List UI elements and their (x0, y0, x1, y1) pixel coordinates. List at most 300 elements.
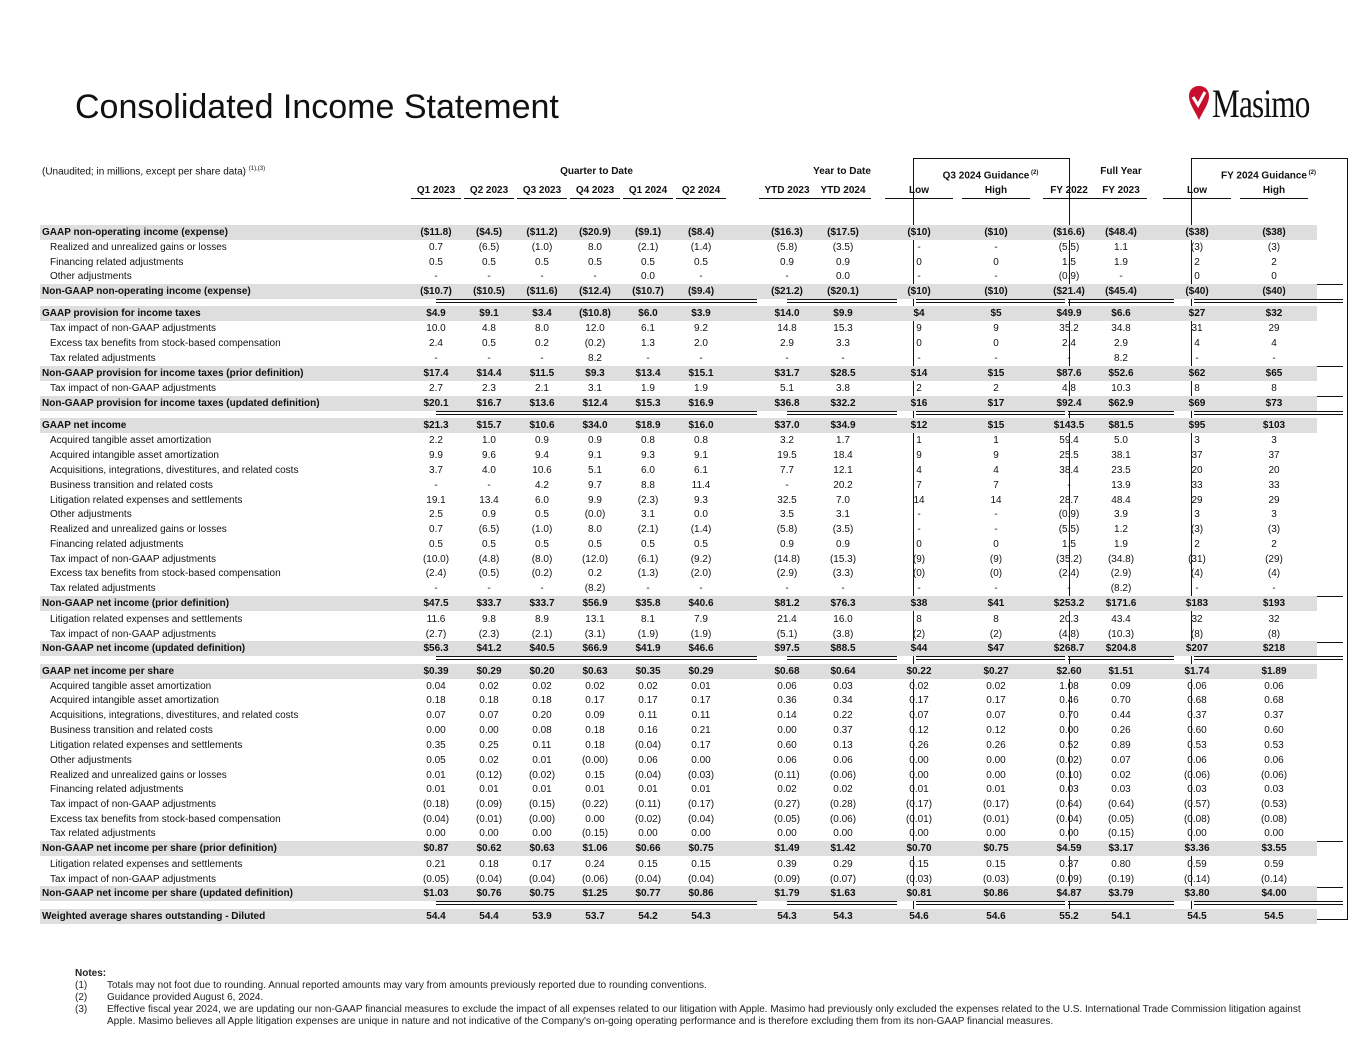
table-cell: $13.6 (529, 398, 555, 409)
table-cell: 19.5 (777, 450, 797, 461)
table-cell: (3.8) (832, 629, 854, 640)
table-cell: $12.4 (582, 398, 608, 409)
table-cell: $41.2 (476, 643, 502, 654)
table-cell: $17.4 (423, 368, 449, 379)
table-cell: $0.22 (906, 666, 932, 677)
table-row (0, 679, 1365, 694)
row-label: Weighted average shares outstanding - Diluted (42, 911, 266, 922)
table-cell: $1.51 (1108, 666, 1134, 677)
table-cell: $41 (987, 598, 1005, 609)
table-row (0, 566, 1365, 581)
table-cell: $0.86 (688, 888, 714, 899)
table-cell: (0.04) (1055, 814, 1083, 825)
table-cell: - (917, 353, 921, 364)
table-cell: ($10.8) (579, 308, 611, 319)
table-cell: ($4.5) (475, 227, 503, 238)
table-cell: 0.00 (426, 725, 446, 736)
table-cell: 0.03 (833, 681, 853, 692)
table-cell: 14 (913, 495, 925, 506)
table-cell: 2.5 (429, 509, 443, 520)
table-cell: 0.17 (585, 695, 605, 706)
table-row (0, 826, 1365, 841)
table-cell: (0.04) (634, 740, 662, 751)
row-label: Non-GAAP net income per share (updated definition) (42, 888, 293, 899)
table-cell: - (917, 271, 921, 282)
table-cell: $9.1 (479, 308, 499, 319)
table-cell: 0.5 (641, 539, 655, 550)
row-label: Tax impact of non-GAAP adjustments (50, 554, 217, 565)
table-cell: 8.0 (588, 524, 602, 535)
row-label: Other adjustments (50, 271, 132, 282)
table-cell: (0.04) (634, 874, 662, 885)
table-cell: (6.5) (478, 242, 500, 253)
table-cell: $3.4 (532, 308, 552, 319)
table-cell: 0 (993, 338, 999, 349)
table-cell: - (994, 509, 998, 520)
page-title: Consolidated Income Statement (75, 88, 559, 126)
double-underline (787, 901, 897, 905)
table-cell: 0.29 (833, 859, 853, 870)
table-cell: (14.8) (773, 554, 801, 565)
table-cell: 4 (1194, 338, 1200, 349)
table-cell: 3 (1271, 435, 1277, 446)
table-cell: (0.27) (773, 799, 801, 810)
table-row (0, 493, 1365, 508)
table-cell: (3.3) (832, 568, 854, 579)
table-cell: 0.35 (426, 740, 446, 751)
table-cell: - (699, 353, 703, 364)
table-cell: $0.64 (830, 666, 856, 677)
table-cell: 54.3 (833, 911, 853, 922)
table-cell: 0.7 (429, 524, 443, 535)
table-cell: $81.2 (774, 598, 800, 609)
table-cell: (0.15) (581, 828, 609, 839)
table-cell: ($38) (1185, 227, 1209, 238)
table-cell: 0.5 (694, 539, 708, 550)
table-cell: (0) (989, 568, 1003, 579)
double-underline (916, 299, 1065, 303)
table-row (0, 366, 1365, 381)
table-cell: $0.39 (423, 666, 449, 677)
table-cell: ($21.2) (771, 286, 803, 297)
table-cell: - (540, 583, 544, 594)
table-cell: 0.00 (638, 828, 658, 839)
table-cell: $62 (1188, 368, 1206, 379)
table-cell: - (994, 583, 998, 594)
table-cell: (8) (1190, 629, 1204, 640)
table-cell: $1.25 (582, 888, 608, 899)
table-cell: (0.9) (1058, 271, 1080, 282)
table-row (0, 537, 1365, 552)
table-cell: 0.00 (479, 828, 499, 839)
table-cell: 0 (1271, 271, 1277, 282)
table-cell: 20.2 (833, 480, 853, 491)
table-cell: (0.04) (422, 814, 450, 825)
table-cell: $0.87 (423, 843, 449, 854)
table-cell: 0.02 (986, 681, 1006, 692)
table-cell: 0 (993, 539, 999, 550)
table-cell: 0.53 (1187, 740, 1207, 751)
table-cell: 0.00 (909, 755, 929, 766)
table-row (0, 284, 1365, 299)
table-row (0, 909, 1365, 924)
table-cell: 54.4 (426, 911, 446, 922)
table-cell: 0.00 (479, 725, 499, 736)
table-cell: 2.7 (429, 383, 443, 394)
table-row (0, 596, 1365, 611)
column-header: Low (1163, 184, 1231, 199)
table-cell: ($20.9) (579, 227, 611, 238)
table-cell: $33.7 (476, 598, 502, 609)
table-cell: (0.09) (475, 799, 503, 810)
table-cell: 0.24 (585, 859, 605, 870)
row-label: Other adjustments (50, 509, 132, 520)
table-cell: - (487, 583, 491, 594)
table-cell: 0.39 (777, 859, 797, 870)
table-cell: ($17.5) (827, 227, 859, 238)
table-cell: 0.18 (585, 740, 605, 751)
table-cell: 3.9 (1114, 509, 1128, 520)
table-row (0, 627, 1365, 642)
table-cell: 0.59 (1187, 859, 1207, 870)
table-cell: 9.1 (694, 450, 708, 461)
table-cell: 0.12 (986, 725, 1006, 736)
table-cell: 59.4 (1059, 435, 1079, 446)
table-cell: $0.63 (529, 843, 555, 854)
table-cell: 4.2 (535, 480, 549, 491)
table-row (0, 581, 1365, 596)
table-cell: 9 (916, 323, 922, 334)
table-cell: $38 (910, 598, 928, 609)
table-cell: 0.00 (585, 814, 605, 825)
table-cell: 3.7 (429, 465, 443, 476)
table-cell: (5.1) (776, 629, 798, 640)
table-cell: 0.00 (909, 828, 929, 839)
table-row (0, 306, 1365, 321)
table-cell: - (994, 242, 998, 253)
table-cell: 29 (1268, 323, 1280, 334)
column-header: Q4 2023 (570, 184, 620, 199)
table-cell: $9.3 (585, 368, 605, 379)
table-cell: ($12.4) (579, 286, 611, 297)
table-cell: (4.8) (478, 554, 500, 565)
table-cell: $0.76 (476, 888, 502, 899)
table-cell: 23.5 (1111, 465, 1131, 476)
table-cell: (10.3) (1107, 629, 1135, 640)
table-cell: - (434, 271, 438, 282)
table-cell: 10.3 (1111, 383, 1131, 394)
table-cell: (2.3) (478, 629, 500, 640)
table-cell: 54.5 (1187, 911, 1207, 922)
row-label: Acquisitions, integrations, divestitures, and related costs (50, 710, 299, 721)
table-cell: $6.6 (1111, 308, 1131, 319)
table-cell: $1.74 (1184, 666, 1210, 677)
table-cell: $0.29 (688, 666, 714, 677)
table-cell: 0.2 (588, 568, 602, 579)
table-cell: $10.6 (529, 420, 555, 431)
table-cell: (0.14) (1183, 874, 1211, 885)
table-row (0, 782, 1365, 797)
table-cell: 0.15 (638, 859, 658, 870)
table-cell: 0.5 (482, 539, 496, 550)
table-cell: - (699, 271, 703, 282)
table-cell: 0.16 (638, 725, 658, 736)
table-cell: 0.01 (986, 784, 1006, 795)
row-label: Excess tax benefits from stock-based compensation (50, 338, 281, 349)
table-cell: (0.10) (1055, 770, 1083, 781)
table-cell: - (646, 353, 650, 364)
table-cell: - (785, 271, 789, 282)
row-label: Acquired intangible asset amortization (50, 695, 219, 706)
row-label: Business transition and related costs (50, 725, 213, 736)
table-cell: 9.1 (588, 450, 602, 461)
table-cell: ($48.4) (1105, 227, 1137, 238)
table-cell: 5.1 (588, 465, 602, 476)
table-cell: 0.2 (535, 338, 549, 349)
table-cell: 0.5 (694, 257, 708, 268)
table-cell: 0.00 (426, 828, 446, 839)
table-cell: 0.53 (1264, 740, 1284, 751)
table-cell: (0.04) (475, 874, 503, 885)
table-cell: 8.2 (588, 353, 602, 364)
row-label: GAAP net income per share (42, 666, 175, 677)
table-cell: ($10.7) (632, 286, 664, 297)
table-row (0, 841, 1365, 856)
table-cell: ($38) (1262, 227, 1286, 238)
table-cell: $0.70 (906, 843, 932, 854)
table-cell: 2.4 (429, 338, 443, 349)
table-cell: 0.06 (638, 755, 658, 766)
column-header: FY 2023 (1095, 184, 1147, 199)
table-cell: 8.0 (588, 242, 602, 253)
table-cell: 2.9 (780, 338, 794, 349)
table-cell: 53.7 (585, 911, 605, 922)
table-cell: 3.3 (836, 338, 850, 349)
table-cell: 8.0 (535, 323, 549, 334)
table-cell: 0.01 (426, 770, 446, 781)
table-cell: 0.02 (479, 755, 499, 766)
table-cell: 2 (1271, 257, 1277, 268)
table-cell: (5.5) (1058, 524, 1080, 535)
table-cell: 0.21 (426, 859, 446, 870)
table-cell: 0.01 (909, 784, 929, 795)
table-cell: 1.3 (641, 338, 655, 349)
notes-title: Notes: (75, 968, 107, 979)
table-cell: 3 (1194, 509, 1200, 520)
table-row (0, 418, 1365, 433)
table-cell: (0.01) (982, 814, 1010, 825)
table-cell: 0.01 (532, 755, 552, 766)
double-underline (916, 656, 1065, 660)
table-cell: $87.6 (1056, 368, 1082, 379)
row-label: Acquired tangible asset amortization (50, 681, 212, 692)
table-cell: (0.09) (773, 874, 801, 885)
table-cell: (0.05) (1107, 814, 1135, 825)
table-cell: $34.9 (830, 420, 856, 431)
table-cell: (8.0) (531, 554, 553, 565)
table-cell: 0.17 (691, 740, 711, 751)
table-cell: (0.05) (422, 874, 450, 885)
table-cell: $27 (1188, 308, 1206, 319)
table-cell: (0.04) (687, 814, 715, 825)
table-cell: 0.15 (585, 770, 605, 781)
table-cell: 0.00 (909, 770, 929, 781)
table-cell: 0.07 (909, 710, 929, 721)
table-cell: 29 (1268, 495, 1280, 506)
table-cell: 1.9 (1114, 539, 1128, 550)
table-cell: 0.26 (986, 740, 1006, 751)
company-logo (1188, 80, 1337, 126)
table-cell: $253.2 (1053, 598, 1085, 609)
column-header: Q2 2023 (464, 184, 514, 199)
table-cell: 0.18 (532, 695, 552, 706)
table-cell: (1.9) (690, 629, 712, 640)
table-cell: (1.4) (690, 524, 712, 535)
table-cell: (0.15) (1107, 828, 1135, 839)
table-cell: - (994, 353, 998, 364)
table-cell: $3.79 (1108, 888, 1134, 899)
table-cell: - (917, 583, 921, 594)
table-cell: 11.6 (426, 614, 446, 625)
table-cell: $4.9 (426, 308, 446, 319)
table-cell: 0.02 (909, 681, 929, 692)
table-cell: 0.08 (532, 725, 552, 736)
table-cell: - (785, 480, 789, 491)
table-cell: 0.02 (585, 681, 605, 692)
table-cell: ($10) (907, 286, 931, 297)
table-cell: $14 (910, 368, 928, 379)
table-cell: 0.00 (532, 828, 552, 839)
table-cell: 0.5 (535, 509, 549, 520)
table-cell: 12.0 (585, 323, 605, 334)
table-cell: 4.0 (482, 465, 496, 476)
table-cell: $3.36 (1184, 843, 1210, 854)
table-cell: (2.1) (531, 629, 553, 640)
table-cell: 0.17 (638, 695, 658, 706)
table-cell: (2.1) (637, 524, 659, 535)
table-cell: 8.1 (641, 614, 655, 625)
table-cell: $268.7 (1053, 643, 1085, 654)
row-label: Other adjustments (50, 755, 132, 766)
table-cell: 1 (916, 435, 922, 446)
table-cell: (35.2) (1055, 554, 1083, 565)
table-cell: 0.03 (1111, 784, 1131, 795)
group-header-ytd: Year to Date (813, 166, 871, 177)
table-cell: 0.06 (1264, 681, 1284, 692)
table-cell: (3) (1267, 524, 1281, 535)
table-cell: 0.0 (641, 271, 655, 282)
table-cell: $15.1 (688, 368, 714, 379)
table-cell: 0.9 (836, 539, 850, 550)
table-cell: 0.5 (482, 338, 496, 349)
table-cell: $0.75 (529, 888, 555, 899)
table-cell: 28.7 (1059, 495, 1079, 506)
table-cell: 0.07 (1111, 755, 1131, 766)
table-cell: 0.01 (479, 784, 499, 795)
table-cell: - (1272, 353, 1276, 364)
table-cell: $40.5 (529, 643, 555, 654)
table-cell: ($21.4) (1053, 286, 1085, 297)
table-cell: (0.01) (905, 814, 933, 825)
table-cell: (0.57) (1183, 799, 1211, 810)
table-cell: 0 (916, 338, 922, 349)
row-label: Financing related adjustments (50, 784, 184, 795)
table-cell: 54.1 (1111, 911, 1131, 922)
table-cell: 0.9 (836, 257, 850, 268)
table-cell: $16.0 (688, 420, 714, 431)
table-cell: 54.5 (1264, 911, 1284, 922)
table-cell: (0.01) (475, 814, 503, 825)
table-row (0, 753, 1365, 768)
table-cell: $12 (910, 420, 928, 431)
table-cell: (0.14) (1260, 874, 1288, 885)
table-cell: 0.02 (833, 784, 853, 795)
row-label: Excess tax benefits from stock-based compensation (50, 568, 281, 579)
row-label: Non-GAAP net income per share (prior definition) (42, 843, 277, 854)
table-cell: 54.6 (909, 911, 929, 922)
table-cell: (0.64) (1055, 799, 1083, 810)
table-cell: 8 (1271, 383, 1277, 394)
double-underline (1068, 411, 1174, 415)
table-cell: 20.3 (1059, 614, 1079, 625)
table-cell: 54.4 (479, 911, 499, 922)
double-underline (1068, 299, 1174, 303)
table-cell: $0.68 (774, 666, 800, 677)
table-cell: 0.46 (1059, 695, 1079, 706)
table-cell: (0.17) (905, 799, 933, 810)
table-cell: 0.5 (535, 257, 549, 268)
table-cell: - (1119, 271, 1123, 282)
table-cell: (0.03) (687, 770, 715, 781)
table-row (0, 797, 1365, 812)
table-cell: 0.25 (479, 740, 499, 751)
table-cell: $3.80 (1184, 888, 1210, 899)
table-cell: (2.9) (776, 568, 798, 579)
table-cell: $3.9 (691, 308, 711, 319)
table-cell: 15.3 (833, 323, 853, 334)
table-cell: (4) (1267, 568, 1281, 579)
table-cell: (0.17) (982, 799, 1010, 810)
table-cell: (0.06) (829, 770, 857, 781)
table-cell: (0.11) (774, 770, 800, 781)
table-cell: 0.18 (426, 695, 446, 706)
table-cell: $0.66 (635, 843, 661, 854)
table-cell: ($11.2) (526, 227, 558, 238)
table-cell: 12.1 (833, 465, 853, 476)
table-cell: 0.70 (1059, 710, 1079, 721)
table-cell: $40.6 (688, 598, 714, 609)
table-cell: 0.15 (986, 859, 1006, 870)
table-cell: 0.03 (1059, 784, 1079, 795)
table-cell: - (540, 353, 544, 364)
table-cell: $218 (1262, 643, 1286, 654)
row-label: Financing related adjustments (50, 257, 184, 268)
table-cell: - (1195, 353, 1199, 364)
table-cell: (2.9) (1110, 568, 1132, 579)
table-cell: 8.2 (1114, 353, 1128, 364)
table-cell: (34.8) (1107, 554, 1135, 565)
table-cell: (0.02) (528, 770, 556, 781)
table-cell: 0.00 (1059, 725, 1079, 736)
table-cell: (12.0) (581, 554, 609, 565)
table-cell: (31) (1188, 554, 1206, 565)
table-cell: (9) (912, 554, 926, 565)
table-cell: ($10.7) (420, 286, 452, 297)
table-cell: 20 (1268, 465, 1280, 476)
row-label: Realized and unrealized gains or losses (50, 242, 227, 253)
table-cell: (0.18) (422, 799, 450, 810)
table-cell: (3.5) (832, 242, 854, 253)
